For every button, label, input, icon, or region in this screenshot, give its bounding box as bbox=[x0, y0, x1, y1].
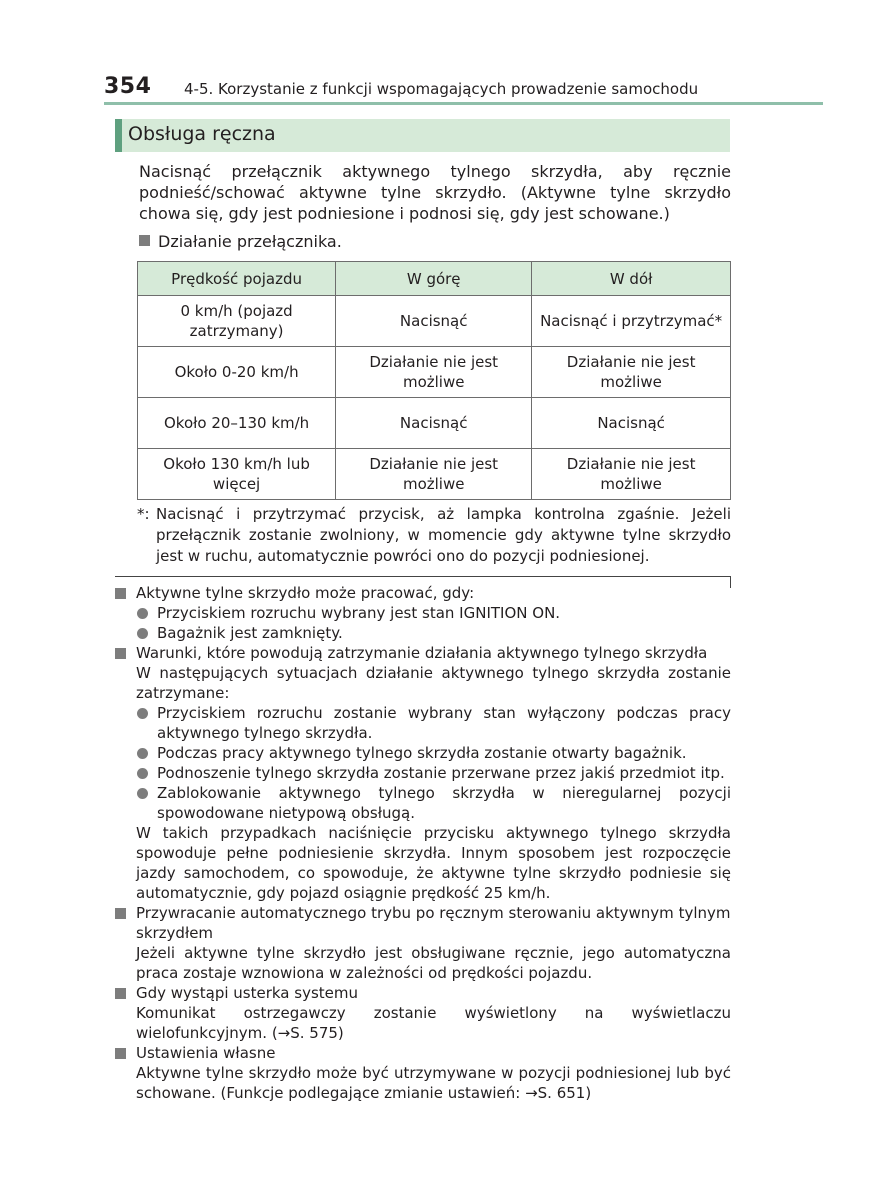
table-cell: Nacisnąć bbox=[532, 398, 731, 449]
list-item: Przyciskiem rozruchu wybrany jest stan IGNITION ON. bbox=[115, 603, 731, 623]
note-heading: Gdy wystąpi usterka systemu bbox=[115, 983, 731, 1003]
square-bullet-icon bbox=[115, 648, 126, 659]
table-row bbox=[138, 296, 731, 347]
square-bullet-icon bbox=[115, 1048, 126, 1059]
subheading bbox=[139, 232, 342, 251]
note-heading: Warunki, które powodują zatrzymanie działania aktywnego tylnego skrzydła bbox=[115, 643, 731, 663]
square-bullet-icon bbox=[115, 588, 126, 599]
round-bullet-icon bbox=[137, 628, 148, 639]
list-item: Podczas pracy aktywnego tylnego skrzydła zostanie otwarty bagażnik. bbox=[115, 743, 731, 763]
table-header-row bbox=[138, 262, 731, 296]
table-header-cell: W dół bbox=[532, 262, 731, 296]
notes-divider bbox=[115, 576, 731, 577]
speed-table bbox=[137, 261, 731, 500]
table-cell: Działanie nie jest możliwe bbox=[336, 449, 532, 500]
notes-section bbox=[115, 583, 731, 1103]
square-bullet-icon bbox=[115, 908, 126, 919]
table-cell: Nacisnąć i przytrzymać* bbox=[532, 296, 731, 347]
table-cell: Około 130 km/h lub więcej bbox=[138, 449, 336, 500]
table-row bbox=[138, 449, 731, 500]
table-row bbox=[138, 347, 731, 398]
table-cell: Nacisnąć bbox=[336, 296, 532, 347]
table-header-cell: Prędkość pojazdu bbox=[138, 262, 336, 296]
note-heading: Ustawienia własne bbox=[115, 1043, 731, 1063]
note-heading: Aktywne tylne skrzydło może pracować, gdy: bbox=[115, 583, 731, 603]
table-cell: Około 0-20 km/h bbox=[138, 347, 336, 398]
round-bullet-icon bbox=[137, 748, 148, 759]
subheading-text: Działanie przełącznika. bbox=[158, 232, 342, 251]
page-header bbox=[104, 72, 824, 104]
table-cell: Działanie nie jest możliwe bbox=[336, 347, 532, 398]
table-header-cell: W górę bbox=[336, 262, 532, 296]
list-item: Zablokowanie aktywnego tylnego skrzydła w nieregularnej pozycji spowodowane nietypową obsługą. bbox=[115, 783, 731, 823]
footnote-text: Nacisnąć i przytrzymać przycisk, aż lampka kontrolna zgaśnie. Jeżeli przełącznik zostanie zwolniony, w momencie gdy aktywne tylne skrzydło jest w ruchu, automatycznie powróci ono do pozycji podniesionej. bbox=[156, 505, 731, 565]
table-cell: Działanie nie jest możliwe bbox=[532, 449, 731, 500]
round-bullet-icon bbox=[137, 608, 148, 619]
header-rule bbox=[104, 102, 823, 105]
section-title-bar bbox=[115, 119, 730, 152]
list-item: Przyciskiem rozruchu zostanie wybrany stan wyłączony podczas pracy aktywnego tylnego skrzydła. bbox=[115, 703, 731, 743]
table-cell: Nacisnąć bbox=[336, 398, 532, 449]
note-body: Aktywne tylne skrzydło może być utrzymywane w pozycji podniesionej lub być schowane. (Funkcje podlegające zmianie ustawień: →S. 651) bbox=[136, 1064, 731, 1102]
round-bullet-icon bbox=[137, 708, 148, 719]
square-bullet-icon bbox=[115, 988, 126, 999]
chapter-title: 4-5. Korzystanie z funkcji wspomagających prowadzenie samochodu bbox=[184, 80, 699, 98]
round-bullet-icon bbox=[137, 788, 148, 799]
list-item: Bagażnik jest zamknięty. bbox=[115, 623, 731, 643]
table-footnote bbox=[137, 504, 731, 567]
list-item: Podnoszenie tylnego skrzydła zostanie przerwane przez jakiś przedmiot itp. bbox=[115, 763, 731, 783]
table-cell: Działanie nie jest możliwe bbox=[532, 347, 731, 398]
note-body: Jeżeli aktywne tylne skrzydło jest obsługiwane ręcznie, jego automatyczna praca zostaje wznowiona w zależności od prędkości pojazdu. bbox=[136, 944, 731, 982]
intro-paragraph: Nacisnąć przełącznik aktywnego tylnego skrzydła, aby ręcznie podnieść/schować aktywne tylne skrzydło. (Aktywne tylne skrzydło chowa się, gdy jest podniesione i podnosi się, gdy jest schowane.) bbox=[139, 162, 731, 223]
note-heading: Przywracanie automatycznego trybu po ręcznym sterowaniu aktywnym tylnym skrzydłem bbox=[115, 903, 731, 943]
table-cell: 0 km/h (pojazd zatrzymany) bbox=[138, 296, 336, 347]
note-body: W takich przypadkach naciśnięcie przycisku aktywnego tylnego skrzydła spowoduje pełne podniesienie skrzydła. Innym sposobem jest rozpoczęcie jazdy samochodem, co spowoduje, że aktywne tylne skrzydło podniesie się automatycznie, gdy pojazd osiągnie prędkość 25 km/h. bbox=[136, 824, 731, 902]
section-title: Obsługa ręczna bbox=[128, 123, 276, 145]
table-row bbox=[138, 398, 731, 449]
footnote-mark: *: bbox=[137, 505, 150, 523]
page-number: 354 bbox=[104, 74, 152, 99]
square-bullet-icon bbox=[139, 235, 150, 246]
note-body: Komunikat ostrzegawczy zostanie wyświetlony na wyświetlaczu wielofunkcyjnym. (→S. 575) bbox=[136, 1004, 731, 1042]
table-cell: Około 20–130 km/h bbox=[138, 398, 336, 449]
round-bullet-icon bbox=[137, 768, 148, 779]
note-body: W następujących sytuacjach działanie aktywnego tylnego skrzydła zostanie zatrzymane: bbox=[136, 664, 731, 702]
